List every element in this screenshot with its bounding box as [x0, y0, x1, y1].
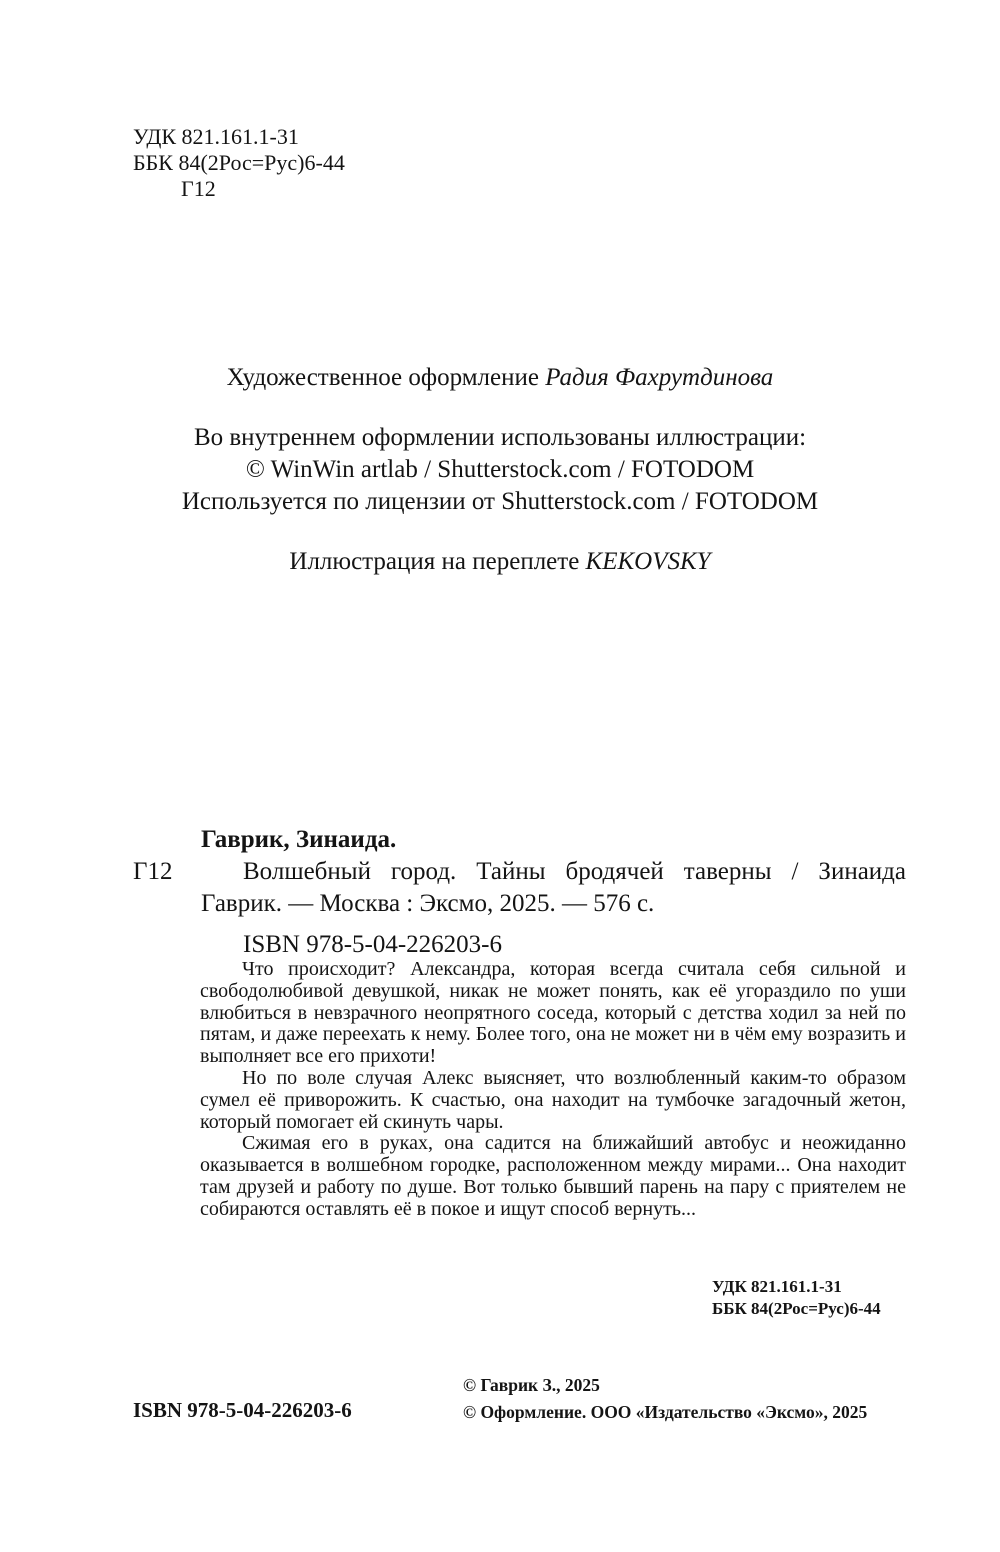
bottom-bbk-code: ББК 84(2Рос=Рус)6-44	[712, 1299, 881, 1318]
cover-credit-label: Иллюстрация на переплете	[289, 548, 580, 575]
bottom-udk-code: УДК 821.161.1-31	[712, 1277, 842, 1296]
copyright-block	[463, 1372, 867, 1426]
credits-block	[0, 362, 1000, 578]
annotation-paragraph-1: Что происходит? Александра, которая всегда считала себя сильной и свободолюбивой девушкой, никак не может понять, как её угораздило по уши влюбиться в невзрачного неопрятного соседа, который с детства ходил за ней по пятам, и даже переехать к нему. Более того, она не может ни в чём ему возразить и выполняет все его прихоти!	[200, 958, 906, 1068]
illustration-credit-line-1: Во внутреннем оформлении использованы иллюстрации:	[193, 424, 807, 451]
catalog-author: Гаврик, Зинаида.	[201, 826, 397, 853]
catalog-isbn: ISBN 978-5-04-226203-6	[243, 931, 503, 958]
design-credit-label: Художественное оформление	[226, 364, 539, 391]
annotation-block	[200, 959, 906, 1221]
cover-illustration-credit	[0, 546, 1000, 578]
top-classification-block	[133, 124, 345, 202]
copyright-publisher: © Оформление. ООО «Издательство «Эксмо», 2025	[463, 1402, 868, 1422]
annotation-paragraph-3: Сжимая его в руках, она садится на ближайший автобус и неожиданно оказывается в волшебном городке, расположенном между мирами... Она находит там друзей и работу по душе. Вот только бывший парень на пару с приятелем не собираются оставлять её в покое и ищут способ вернуть...	[200, 1132, 906, 1220]
author-sign: Г12	[181, 176, 216, 201]
design-credit	[0, 362, 1000, 394]
bottom-classification-block	[712, 1276, 881, 1320]
catalog-author-sign: Г12	[133, 858, 173, 885]
udk-code: УДК 821.161.1-31	[133, 124, 299, 149]
illustration-credit-line-2: © WinWin artlab / Shutterstock.com / FOTODOM	[245, 456, 755, 483]
copyright-author: © Гаврик З., 2025	[463, 1375, 600, 1395]
bbk-code: ББК 84(2Рос=Рус)6-44	[133, 150, 345, 175]
footer-isbn: ISBN 978-5-04-226203-6	[133, 1398, 352, 1422]
catalog-entry	[133, 824, 906, 961]
illustration-credit-line-3: Используется по лицензии от Shutterstock.com / FOTODOM	[181, 488, 819, 515]
cover-credit-artist: KEKOVSKY	[585, 548, 711, 575]
annotation-paragraph-2: Но по воле случая Алекс выясняет, что возлюбленный каким-то образом сумел её приворожить. К счастью, она находит на тумбочке загадочный жетон, который помогает ей скинуть чары.	[200, 1066, 906, 1133]
catalog-description: Волшебный город. Тайны бродячей таверны / Зинаида Гаврик. — Москва : Эксмо, 2025. — 576 с.	[201, 858, 906, 917]
design-credit-name: Радия Фахрутдинова	[545, 364, 774, 391]
